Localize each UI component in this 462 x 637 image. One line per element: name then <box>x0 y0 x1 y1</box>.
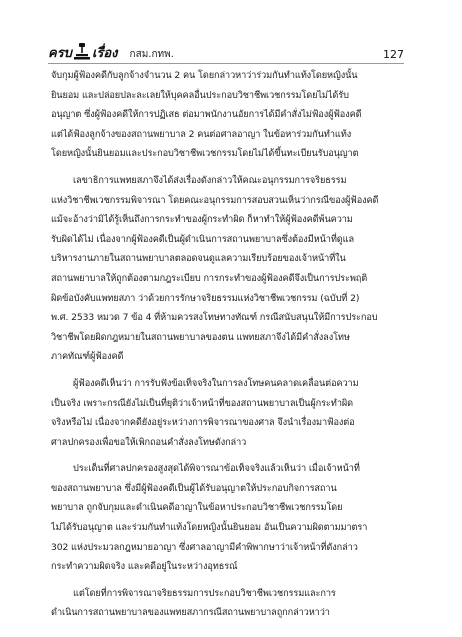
header-subtitle: กสม.กทพ. <box>129 49 174 60</box>
text-line: ของสถานพยาบาล ซึ่งมีผู้ฟ้องคดีเป็นผู้ได้รับอนุญาตให้ประกอบกิจการสถาน <box>51 482 337 494</box>
text-line: เป็นจริง เพราะกรณียังไม่เป็นที่ยุติว่าเจ้าหน้าที่ของสถานพยาบาลเป็นผู้กระทำผิด <box>51 397 354 409</box>
page-number: 127 <box>383 48 404 61</box>
text-line: ยินยอม และปล่อยปละละเลยให้บุคคลอื่นประกอบวิชาชีพเวชกรรมโดยไม่ได้รับ <box>51 89 349 101</box>
text-line: รับผิดได้ไม่ เนื่องจากผู้ฟ้องคดีเป็นผู้ดำเนินการสถานพยาบาลซึ่งต้องมีหน้าที่ดูแล <box>51 233 355 245</box>
text-line: ไม่ได้รับอนุญาต และร่วมกันทำแท้งโดยหญิงนั้นยินยอม อันเป็นความผิดตามมาตรา <box>51 522 368 534</box>
text-line: พยาบาล ถูกจับกุมและดำเนินคดีอาญาในข้อหาประกอบวิชาชีพเวชกรรมโดย <box>51 502 343 514</box>
text-line: จริงหรือไม่ เนื่องจากคดียังอยู่ระหว่างการพิจารณาของศาล จึงนำเรื่องมาฟ้องต่อ <box>51 417 355 429</box>
text-line: 302 แห่งประมวลกฎหมายอาญา ซึ่งศาลอาญามีคำพิพากษาว่าเจ้าหน้าที่ดังกล่าว <box>51 541 358 553</box>
text-line: จับกุมผู้ฟ้องคดีกับลูกจ้างจำนวน 2 คน โดยกล่าวหาว่าร่วมกันทำแท้งโดยหญิงนั้น <box>51 70 358 81</box>
text-line: อนุญาต ซึ่งผู้ฟ้องคดีให้การปฏิเสธ ต่อมาพนักงานอัยการได้มีคำสั่งไม่ฟ้องผู้ฟ้องคดี <box>51 109 362 121</box>
paragraph <box>51 66 401 164</box>
judge-gavel-icon <box>74 42 90 60</box>
paragraph <box>51 459 401 577</box>
paragraph <box>51 584 401 623</box>
header-rule <box>48 63 404 64</box>
text-line: เลขาธิการแพทยสภาจึงได้ส่งเรื่องดังกล่าวให้คณะอนุกรรมการจริยธรรม <box>73 174 347 186</box>
paragraph <box>51 374 401 452</box>
text-line: แต่ได้ฟ้องลูกจ้างของสถานพยาบาล 2 คนต่อศาลอาญา ในข้อหาร่วมกันทำแท้ง <box>51 128 352 140</box>
text-line: ผิดข้อบังคับแพทยสภา ว่าด้วยการรักษาจริยธรรมแห่งวิชาชีพเวชกรรม (ฉบับที่ 2) <box>51 292 360 304</box>
text-line: ศาลปกครองเพื่อขอให้เพิกถอนคำสั่งลงโทษดังกล่าว <box>51 436 247 448</box>
text-line: แม้จะอ้างว่ามิได้รู้เห็นถึงการกระทำของผู้กระทำผิด ก็หาทำให้ผู้ฟ้องคดีพ้นความ <box>51 214 353 226</box>
logo-text-right: เรื่อง <box>91 46 118 61</box>
paragraph <box>51 171 401 367</box>
text-line: บริหารงานภายในสถานพยาบาลตลอดจนดูแลความเรียบร้อยของเจ้าหน้าที่ใน <box>51 253 346 265</box>
book-logo <box>48 42 118 60</box>
running-header <box>48 38 404 60</box>
text-line: สถานพยาบาลให้ถูกต้องตามกฎระเบียบ การกระทำของผู้ฟ้องคดีจึงเป็นการประพฤติ <box>51 272 368 284</box>
text-line: กระทำความผิดจริง และคดีอยู่ในระหว่างอุทธรณ์ <box>51 561 238 573</box>
logo-text-left: ครบ <box>48 46 72 61</box>
text-line: ประเด็นที่ศาลปกครองสูงสุดได้พิจารณาข้อเท็จจริงแล้วเห็นว่า เมื่อเจ้าหน้าที่ <box>73 463 360 475</box>
text-line: ดำเนินการสถานพยาบาลของแพทยสภากรณีสถานพยาบาลถูกกล่าวหาว่า <box>51 607 330 619</box>
text-line: ผู้ฟ้องคดีเห็นว่า การรับฟังข้อเท็จจริงในการลงโทษคนคลาดเคลื่อนต่อความ <box>73 377 359 389</box>
text-line: วิชาชีพโดยผิดกฎหมายในสถานพยาบาลของตน แพทยสภาจึงได้มีคำสั่งลงโทษ <box>51 331 350 343</box>
text-line: แห่งวิชาชีพเวชกรรมพิจารณา โดยคณะอนุกรรมการสอบสวนเห็นว่ากรณีของผู้ฟ้องคดี <box>51 194 379 206</box>
text-line: พ.ศ. 2533 หมวด 7 ข้อ 4 ที่ห้ามควรสงโทษทางทัณฑ์ กรณีสนับสนุนให้มีการประกอบ <box>51 312 378 324</box>
body-text <box>51 66 401 630</box>
text-line: แต่โดยที่การพิจารณาจริยธรรมการประกอบวิชาชีพเวชกรรมและการ <box>73 587 336 599</box>
text-line: ภาคทัณฑ์ผู้ฟ้องคดี <box>51 351 124 363</box>
text-line: โดยหญิงนั้นยินยอมและประกอบวิชาชีพเวชกรรมโดยไม่ได้ขึ้นทะเบียนรับอนุญาต <box>51 148 359 160</box>
